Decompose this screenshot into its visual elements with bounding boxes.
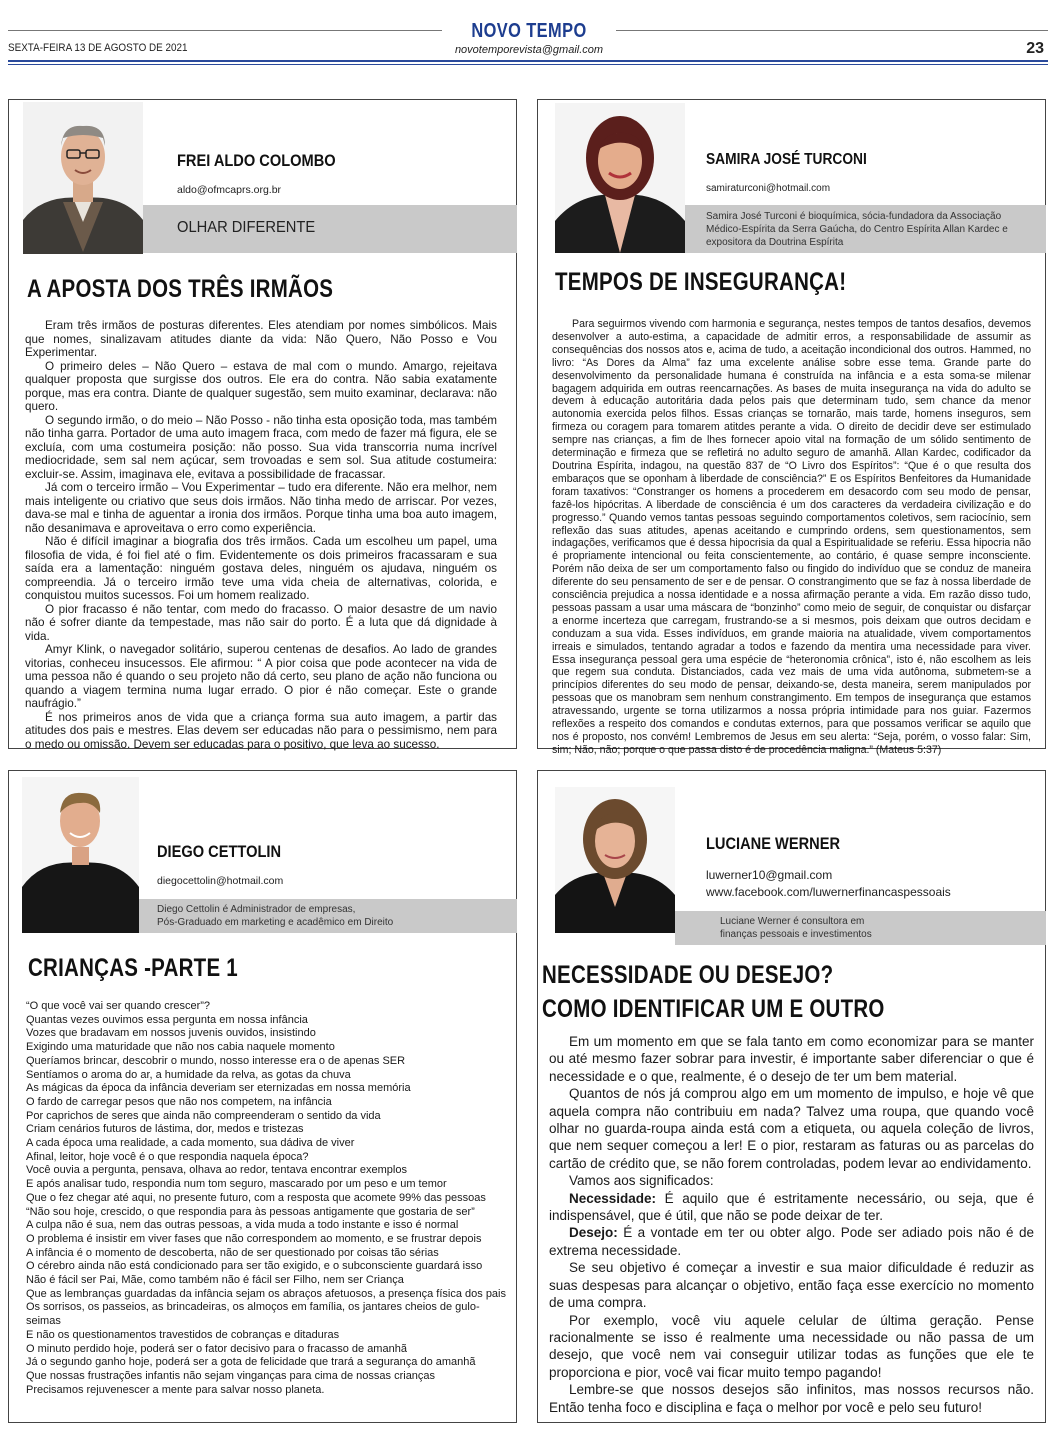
author-bio: Samira José Turconi é bioquímica, sócia-fundadora da Associação Médico-Espírita da Serra Gaúcha, do Centro Espírita Allan Kardec e expositora da Doutrina Espírita: [706, 211, 1008, 248]
poem-line: Que o fez chegar até aqui, no presente futuro, com a resposta que acomete 99% das pessoas: [26, 1191, 486, 1204]
paragraph: Não é difícil imaginar a biografia dos três irmãos. Cada um escolheu um papel, uma filosofia de vida, é foi fiel até o fim. Evidentemente os dois primeiros fracassaram e sua saída era a lamentação: ninguém gostava deles, ninguém os ajudava, ninguém os compreendia. Já o terceiro irmão teve uma vida cheia de alternativas, colorida, e conquistou muitos sucessos. Foi um homem realizado.: [25, 535, 497, 602]
poem-line: Exigindo uma maturidade que não nos cabia naquele momento: [26, 1041, 335, 1054]
author-email: samiraturconi@hotmail.com: [706, 183, 831, 194]
article-title-line-1: NECESSIDADE OU DESEJO?: [542, 961, 834, 989]
poem-line: Afinal, leitor, hoje você é o que respondia naquela época?: [26, 1150, 309, 1163]
poem-line: As mágicas da época da infância deveriam ser eternizadas em nossa memória: [26, 1082, 411, 1095]
author-bio-line-2: finanças pessoais e investimentos: [720, 929, 872, 940]
article-body: [25, 319, 497, 751]
article-body: [552, 318, 1031, 757]
article-title: TEMPOS DE INSEGURANÇA!: [555, 268, 847, 296]
poem-line: “O que você vai ser quando crescer”?: [26, 1000, 211, 1012]
poem-line: Não é fácil ser Pai, Mãe, como também não é fácil ser Filho, nem ser Criança: [26, 1274, 404, 1287]
author-bio-bar: [139, 899, 517, 933]
author-photo: [555, 787, 675, 933]
masthead: [0, 0, 1058, 66]
column-samira: [537, 99, 1046, 756]
author-photo: [23, 102, 143, 254]
author-name: LUCIANE WERNER: [706, 834, 841, 853]
author-email: diegocettolin@hotmail.com: [157, 875, 284, 887]
paragraph: Lembre-se que nossos desejos são infinitos, mas nossos recursos não. Então tenha foco e disciplina e faça o melhor por você e pelo seu futuro!: [549, 1382, 1034, 1415]
author-email: aldo@ofmcaprs.org.br: [177, 184, 282, 196]
poem-line: E não os questionamentos travestidos de cobranças e ditaduras: [26, 1328, 340, 1341]
author-name: DIEGO CETTOLIN: [157, 842, 282, 861]
poem-line: Que as lembranças guardadas da infância sejam os abraços afetuosos, a presença física dos pais: [26, 1287, 506, 1300]
poem-line: Você ouvia a pergunta, pensava, olhava ao redor, tentava encontrar exemplos: [26, 1164, 407, 1177]
author-facebook: www.facebook.com/luwernerfinancaspessoais: [706, 885, 951, 899]
poem-line: Que nossas frustrações infantis não sejam vinganças para cima de nossas crianças: [26, 1369, 436, 1382]
author-email: luwerner10@gmail.com: [706, 868, 833, 882]
poem-line: Já o segundo ganho hoje, poderá ser a gota de felicidade que trará a segurança do amanhã: [26, 1356, 476, 1369]
definition-desejo: [549, 1224, 1034, 1259]
author-bio-line-1: Luciane Werner é consultora em: [720, 916, 865, 927]
poem-line: Quantas vezes ouvimos essa pergunta em nossa infância: [26, 1013, 308, 1026]
poem-line: Vozes que bradavam em nossos juvenis ouvidos, insistindo: [26, 1027, 316, 1040]
author-bio-bar: [685, 205, 1046, 253]
author-bio-bar: [675, 911, 1046, 945]
poem-line: O fardo de carregar pesos que não nos competem, na infância: [26, 1095, 332, 1108]
column-name: OLHAR DIFERENTE: [177, 219, 316, 236]
poem-line: A culpa não é sua, nem das outras pessoas, a vida muda a todo instante e isso é normal: [26, 1219, 459, 1232]
paragraph: Amyr Klink, o navegador solitário, superou centenas de desafios. Ao lado de grandes vitorias, conheceu insucessos. Ele afirmou: “ A pior coisa que pode acontecer na vida de uma pessoa não é quando o seu projeto não dá certo, seu plano de ação não funciona ou quando a viagem termina numa lugar errado. O pior é não começar. Este o grande naufrágio.”: [25, 643, 497, 710]
newspaper-title: NOVO TEMPO: [471, 20, 587, 42]
definition-term: Necessidade:: [569, 1190, 657, 1206]
poem-line: O cérebro ainda não está condicionado para ser tão exigido, e o subconsciente guardará isso: [26, 1260, 483, 1273]
paragraph: Em um momento em que se fala tanto em como economizar para se manter ou até mesmo fazer sobrar para investir, é importante saber diferenciar o que é necessidade e o que, realmente, é o desejo de ter um bem material.: [549, 1034, 1034, 1084]
paragraph: Quantos de nós já comprou algo em um momento de impulso, e hoje vê que aquela compra não contribuiu em nada? Talvez uma roupa, que quando você olhar no guarda-roupa ainda está com a etiqueta, ou aquela coleção de livros, que nem sequer começou a ler! E o pior, restaram as faturas ou as parcelas do cartão de crédito que, se não forem controladas, podem levar ao endividamento.: [549, 1086, 1034, 1171]
author-bio-line-1: Diego Cettolin é Administrador de empresas,: [157, 904, 356, 915]
definition-necessidade: [549, 1190, 1034, 1225]
article-title: A APOSTA DOS TRÊS IRMÃOS: [27, 275, 334, 303]
issue-date: SEXTA-FEIRA 13 DE AGOSTO DE 2021: [8, 42, 188, 54]
author-bio-line-2: Pós-Graduado em marketing e acadêmico em Direito: [157, 917, 394, 928]
masthead-rule: [8, 60, 1048, 62]
article-body: [549, 1033, 1034, 1416]
poem-line: “Não sou hoje, crescido, o que respondia para às pessoas antigamente que gostaria de ser”: [26, 1205, 475, 1218]
paragraph: Para seguirmos vivendo com harmonia e segurança, nestes tempos de tantos desafios, devemos desenvolver a auto-estima, a capacidade de admitir erros, a responsabilidade de assumir as consequências dos nossos atos e, acima de tudo, a aceitação incondicional dos outros. Hammed, no livro: “As Dores da Alma” faz uma excelente análise sobre esse tema. Grande parte do desenvolvimento da personalidade humana é construída na infância e a esta soma-se milenar bagagem adquirida em outras reencarnações. As bases de muita insegurança na vida do adulto se devem à educação autoritária dada pelos pais que determinam tudo, sem chance da menor autonomia exercida pelos filhos. Essas crianças se tornarão, mais tarde, homens inseguros, sem firmeza ou coragem para tomarem atitdes perante a vida. O direito de decidir deve ser estimulado sempre nas crianças, a fim de lhes fornecer apoio vital na formação de um sólido sentimento de determinação e firmeza que se refletirá no adulto seguro de amanhã. Allan Kardec, codificador da Doutrina Espírita, indagou, na questão 837 de “O Livro dos Espíritos”: “Que é o que resulta dos embaraços que se oponham à liberdade de consciência?” E os Espíritos Benfeitores da Humanidade foram taxativos: “Constranger os homens a procederem em desacordo com seu modo de pensar, fazê-los hipócritas. A liberdade de consciência é um dos caracteres da verdadeira civilização e do progresso.” Quando vemos tantas pessoas seguindo comportamentos coletivos, sem raciocínio, sem reflexão das suas atitudes, apenas aceitando e cumprindo ordens, sem questionamentos, sem indagações, verificamos que é dessa hipocrisia da qual a Espiritualidade se referiu. Essa hipocria não é propriamente intencional ou feita conscientemente, ao contário, é quase sempre inconsciente. Porém não deixa de ser um comportamento falso ou fingido do indivíduo que se conduz de maneira diferente do seu pensamento de ser e de pensar. O constrangimento que se faz à nossa liberdade de consciência prejudica a nossa identidade e a nossa afirmação perante a vida. Em razão disso tudo, pessoas passam a usar uma máscara de “bonzinho” como meio de seguir, de conquistar ou disfarçar a enorme incerteza que carregam, frustrando-se a si mesmos, pois deixam que outros decidam e conduzam a sua vida. Esses indivíduos, em grande maioria na atualidade, vivem comportamentos irreais e simulados, tentando agradar a todos e fazendo da mentira uma necessidade para viver. Essa insegurança pessoal gera uma espécie de “heteronomia crônica”, isto é, não escolhem as leis que regem sua conduta. Distanciados, cada vez mais de uma vida autônoma, submetem-se a princípios diferentes do seu modo de pensar, deixando-se, desta maneira, serem manipulados por pessoas que os manobram sem nenhum constrangimento. Em tempos de insegurança que estamos atravessando, urgente se torna utilizarmos a nossa própria intimidade para nos guiar. Fazermos reflexões a respeito dos comandos e condutas externos, para que possamos verificar se aquilo que nos é proposto, nos convém! Lembremos de Jesus em seu alerta: “Seja, porém, o vosso falar: Sim, sim; Não, não; porque o que passa disto é de procedência maligna.” (Mateus 5:37): [552, 318, 1031, 756]
page-number: 23: [1026, 40, 1044, 57]
poem-line: O minuto perdido hoje, poderá ser o fator decisivo para o fracasso de amanhã: [26, 1342, 407, 1355]
poem-line: O problema é insistir em viver fases que não correspondem ao momento, e se frustrar depois: [26, 1232, 482, 1245]
poem-line: Os sorrisos, os passeios, as brincadeiras, os almoços em família, os jantares cheios de gulo-seimas: [26, 1301, 480, 1328]
paragraph: Já com o terceiro irmão – Vou Experimentar – tudo era diferente. Não era melhor, nem mais inteligente ou criativo que seus dois irmãos. Não tinha medo de arriscar. Por vezes, dava-se mal e tinha de aguentar a ironia dos irmãos. Porque tinha uma boa auto imagem, não desanimava e aproveitava o erro como experiência.: [25, 481, 497, 535]
definition-text: É aquilo que é estritamente necessário, ou seja, que é indispensável, que é útil, que não se pode deixar de ter.: [549, 1190, 1034, 1224]
poem-line: A cada época uma realidade, a cada momento, sua dádiva de viver: [26, 1137, 355, 1150]
paragraph: Eram três irmãos de posturas diferentes. Eles atendiam por nomes simbólicos. Mais que nomes, sinalizavam atitudes diante da vida: Não Quero, Não Posso e Vou Experimentar.: [25, 319, 497, 359]
column-diego: [8, 770, 517, 1423]
author-photo: [22, 777, 139, 933]
author-name: FREI ALDO COLOMBO: [177, 151, 336, 170]
paragraph: O pior fracasso é não tentar, com medo do fracasso. O maior desastre de um navio não é sofrer diante da tempestade, mas não sair do porto. É a luta que dá dignidade à vida.: [25, 602, 497, 643]
definition-text: É a vontade em ter ou obter algo. Pode ser adiado pois não é de extrema necessidade.: [549, 1225, 1034, 1258]
paragraph: O primeiro deles – Não Quero – estava de mal com o mundo. Amargo, rejeitava qualquer proposta que surgisse dos outros. Ele era do contra. Não sabia exatamente porque, mas era contra. Diante de qualquer sugestão, sem muito examinar, declarava: não quero.: [25, 359, 497, 413]
masthead-rule-thin: [8, 64, 1048, 65]
paragraph: O segundo irmão, o do meio – Não Posso - não tinha esta oposição toda, mas também não tinha garra. Portador de uma auto imagem fraca, com medo de fazer má figura, ele se excluía, com uma costumeira posição: não posso. Sua vida transcorria numa incrível mediocridade, sem sal nem açúcar, sem trovoadas e sem sol. Sua atitude costumeira: excluir-se. Assim, imaginava ele, evitava a possibilidade de fracassar.: [25, 413, 497, 481]
author-name: SAMIRA JOSÉ TURCONI: [706, 151, 867, 168]
paragraph: É nos primeiros anos de vida que a criança forma sua auto imagem, a partir das atitudes dos pais e mestres. Elas devem ser educadas não para o pessimismo, nem para o medo ou omissão. Devem ser educadas para o positivo, que leva ao sucesso.: [25, 710, 497, 751]
article-title: CRIANÇAS -PARTE 1: [28, 954, 238, 982]
paragraph: Por exemplo, você viu aquele celular de última geração. Pense racionalmente se isso é realmente uma necessidade ou não passa de um desejo, que você nem vai conseguir utilizar todas as funções que ele te proporciona e pior, você vai ficar muito tempo pagando!: [549, 1312, 1034, 1380]
poem-line: Sentíamos o aroma do ar, a humidade da relva, as gotas da chuva: [26, 1068, 351, 1081]
poem-line: Por caprichos de seres que ainda não compreenderam o sentido da vida: [26, 1109, 381, 1122]
column-frei-aldo: [8, 99, 517, 749]
column-name-bar: [143, 205, 517, 253]
article-body: [26, 1000, 508, 1397]
paragraph: Se seu objetivo é começar a investir e sua maior dificuldade é reduzir as suas despesas para alcançar o objetivo, então faça esse exercício no momento de uma compra.: [549, 1260, 1034, 1311]
newspaper-email: novotemporevista@gmail.com: [454, 44, 604, 56]
poem-line: E após analisar tudo, respondia num tom seguro, mascarado por um peso e um temor: [26, 1178, 447, 1191]
poem-line: Precisamos rejuvenescer a mente para salvar nosso planeta.: [26, 1383, 325, 1396]
paragraph: Vamos aos significados:: [569, 1173, 714, 1189]
column-luciane: [537, 770, 1046, 1423]
definition-term: Desejo:: [569, 1225, 618, 1241]
author-photo: [555, 103, 685, 253]
article-title-line-2: COMO IDENTIFICAR UM E OUTRO: [542, 995, 885, 1023]
poem-line: Queríamos brincar, descobrir o mundo, nosso interesse era o de apenas SER: [26, 1054, 406, 1067]
poem-line: A infância é o momento de descoberta, não de ser questionado por coisas tão sérias: [26, 1246, 439, 1259]
poem-line: Criam cenários futuros de lástima, dor, medos e tristezas: [26, 1123, 304, 1136]
